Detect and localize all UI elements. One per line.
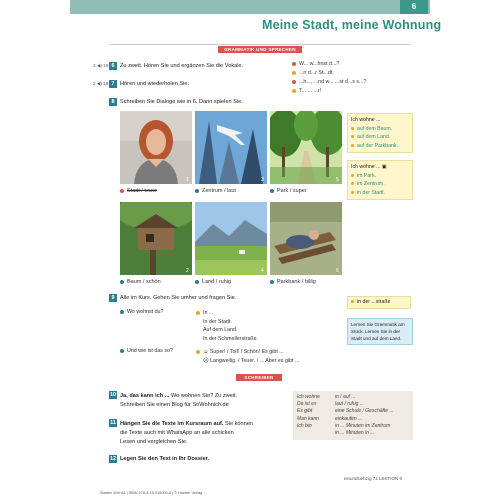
task-number-11: 11 (110, 420, 116, 426)
photo-park-bench (270, 202, 342, 275)
dialog-question-2: Und wie ist das so? (120, 348, 173, 354)
section-label-grammar: GRAMMATIK UND SPRECHEN (218, 46, 302, 53)
svg-text:4: 4 (261, 268, 264, 274)
photo-caption: Baum / schön (120, 279, 161, 285)
svg-text:6: 6 (336, 268, 339, 274)
box-item: im Zentrum. (351, 180, 409, 189)
task-11-text (120, 420, 253, 447)
photo-countryside (195, 202, 267, 275)
task-6-text: Zu zweit. Hören Sie und ergänzen Sie die Vokale. (120, 63, 244, 69)
vowel-exercise (292, 61, 366, 94)
speaker-dot (120, 349, 124, 353)
dialog-question-1: Wo wohnst du? (120, 309, 163, 315)
page-number: einundsiebzig 71 LEKTION 6 (344, 476, 403, 481)
street-phrase-box: in der ...straße (347, 296, 411, 309)
speaker-dot (196, 350, 200, 354)
phrase-row: Ich wohne in / auf ... (297, 394, 356, 400)
vowel-line: T... ... ...r! (292, 88, 366, 94)
vowel-line: W... w...hnst d...? (292, 61, 366, 67)
phrase-row: Da ist es laut / ruhig ... (297, 401, 364, 408)
speaker-dot (292, 89, 296, 93)
caption-dot (120, 189, 124, 193)
dialog-answers-1 (196, 309, 258, 343)
title-divider (110, 44, 410, 45)
learning-tip-box: Lernen Sie Grammatik am Stück. Lernen Sie in der Stadt und auf dem Land. (347, 318, 413, 345)
photo-caption: Stadt / teuer (120, 188, 157, 194)
answer-line: ☹ Langweilig. / Teuer. / ... Aber es gibt ... (203, 358, 300, 364)
photo-caption: Zentrum / laut (195, 188, 236, 194)
page-title: Meine Stadt, meine Wohnung (262, 18, 442, 32)
task-8-text: Schreiben Sie Dialoge wie in 6. Dann spielen Sie. (120, 99, 243, 105)
vowel-line: ...n d...r St...dt. (292, 70, 366, 76)
box-item: auf dem Land. (351, 133, 409, 142)
task-number-6: 6 (109, 62, 117, 70)
writing-phrases-box (293, 391, 413, 440)
task-line: Lesen und vergleichen Sie. (120, 439, 188, 445)
photo-park (270, 111, 342, 184)
box-item: auf der Parkbank. (351, 142, 409, 151)
task-number-8: 8 (109, 98, 117, 106)
audio-track-6[interactable]: 2 ◀) 18 (93, 63, 109, 68)
photo-treehouse (120, 202, 192, 275)
task-9-text: Alle im Kurs. Gehen Sie umher und fragen Sie. (120, 295, 237, 301)
phrase-row: Man kann einkaufen ... (297, 415, 363, 422)
phrase-row: Ich bin in ... Minuten im Zentrum (297, 422, 391, 429)
bullet (351, 144, 354, 147)
task-number-7: 7 (109, 80, 117, 88)
answer-line: In der Stadt. (203, 318, 232, 325)
task-number-9: 9 (109, 294, 117, 302)
answer-line: In der Schmellerstraße. (203, 335, 259, 342)
svg-text:3: 3 (261, 177, 264, 183)
svg-text:1: 1 (186, 177, 189, 183)
phrase-row: in ... Minuten in ... (335, 430, 375, 437)
task-10-text (120, 392, 237, 410)
phrase-row: Es gibt eine Schule / Geschäfte ... (297, 408, 394, 415)
box-heading: Ich wohne ... (351, 117, 381, 123)
photo-city-plane (195, 111, 267, 184)
speaker-dot (292, 71, 296, 75)
caption-dot (195, 280, 199, 284)
section-label-writing: SCHREIBEN (236, 374, 282, 381)
photo-caption: Parkbank / billig (270, 279, 316, 285)
photo-caption: Park / super (270, 188, 307, 194)
bullet (351, 127, 354, 130)
sad-face-icon: ☹ (203, 358, 210, 364)
task-12-text: Legen Sie den Text in Ihr Dossier. (120, 456, 210, 462)
task-7-text: Hören und wiederholen Sie. (120, 81, 190, 87)
bullet (351, 135, 354, 138)
phrase-box-auf (347, 113, 413, 153)
svg-text:2: 2 (186, 268, 189, 274)
speaker-dot (292, 80, 296, 84)
chapter-tab: 6 (400, 0, 428, 14)
task-number-12: 12 (109, 456, 117, 462)
bullet (351, 182, 354, 185)
bullet (351, 174, 354, 177)
task-line: die Texte auch mit WhatsApp an alle schicken (120, 430, 234, 436)
phrase-box-in (347, 160, 413, 200)
top-color-band (70, 0, 430, 14)
caption-dot (270, 189, 274, 193)
speaker-dot (196, 311, 200, 315)
bullet (351, 300, 354, 303)
answer-line: ☺ Super! / Toll! / Schön! Es gibt ... (196, 348, 299, 357)
image-icon: ▣ (381, 164, 387, 170)
box-heading-row: Ich wohne ... ▣ (351, 164, 387, 170)
box-item: in der Stadt. (351, 189, 409, 198)
task-line: Schreiben Sie einen Blog für SoWohnich.de (120, 402, 229, 408)
photo-caption: Land / ruhig (195, 279, 231, 285)
task-line: Hängen Sie die Texte im Kursraum auf. Sie können (120, 421, 253, 427)
answer-line: Auf dem Land. (203, 327, 238, 333)
dialog-answers-2 (196, 348, 299, 366)
caption-dot (270, 280, 274, 284)
speaker-dot (120, 310, 124, 314)
task-line: Ja, das kann ich ... Wo wohnen Sie? Zu zweit. (120, 393, 238, 399)
box-item: im Park. (351, 172, 409, 181)
audio-track-7[interactable]: 2 ◀) 19 (93, 81, 109, 86)
copyright-line: Starten Wir! A1 | ISBN 978-3-19-016000-6 | © Hueber Verlag (100, 491, 203, 495)
caption-dot (120, 280, 124, 284)
bullet (351, 191, 354, 194)
happy-face-icon: ☺ (203, 349, 210, 355)
answer-line: In ... (196, 309, 258, 318)
vowel-line: ...h..., ...nd w... ...st d...s s...? (292, 79, 366, 85)
caption-dot (195, 189, 199, 193)
task-number-10: 10 (109, 392, 117, 398)
svg-text:5: 5 (336, 177, 339, 183)
box-item: auf dem Baum. (351, 125, 409, 134)
photo-woman-city (120, 111, 192, 184)
speaker-dot (292, 62, 296, 66)
